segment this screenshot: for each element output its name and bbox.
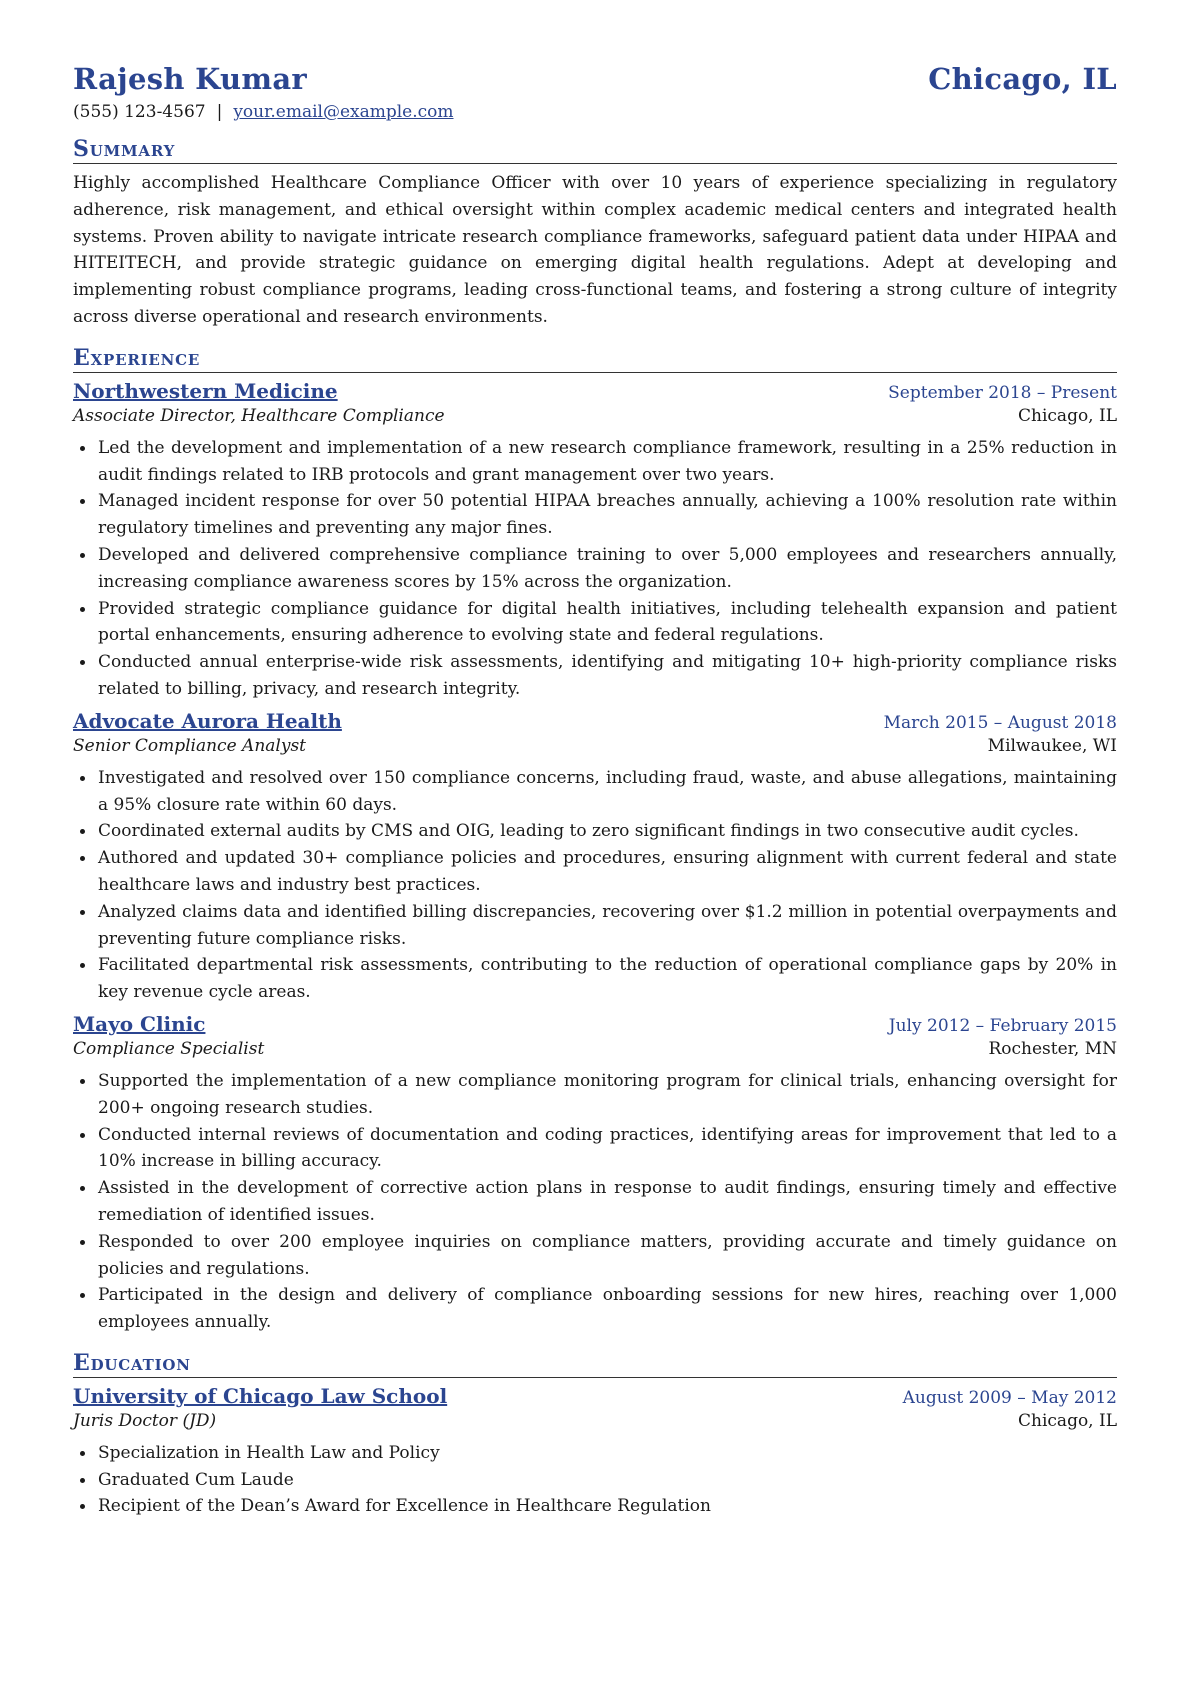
entry-location: Chicago, IL bbox=[1018, 1410, 1117, 1431]
candidate-name: Rajesh Kumar bbox=[73, 62, 308, 96]
bullet-item: Provided strategic compliance guidance for digital health initiatives, including telehealth expansion and patient portal enhancements, ensuring adherence to evolving state and federal regulations. bbox=[98, 596, 1117, 650]
education-section-title: Education bbox=[73, 1350, 1117, 1378]
entry-role: Senior Compliance Analyst bbox=[73, 735, 307, 756]
entry-location: Milwaukee, WI bbox=[987, 735, 1117, 756]
bullet-item: Coordinated external audits by CMS and OIG, leading to zero significant findings in two consecutive audit cycles. bbox=[98, 818, 1117, 845]
entry-dates: July 2012 – February 2015 bbox=[888, 1015, 1117, 1036]
bullet-item: Assisted in the development of corrective action plans in response to audit findings, ensuring timely and effective remediation of identified issues. bbox=[98, 1175, 1117, 1229]
bullet-item: Responded to over 200 employee inquiries on compliance matters, providing accurate and timely guidance on policies and regulations. bbox=[98, 1229, 1117, 1283]
contact-separator: | bbox=[216, 102, 223, 122]
entry-subheader-row bbox=[73, 1411, 1117, 1431]
bullet-item: Facilitated departmental risk assessments, contributing to the reduction of operational compliance gaps by 20% in key revenue cycle areas. bbox=[98, 952, 1117, 1006]
contact-line bbox=[73, 102, 1117, 122]
entry-header-row bbox=[73, 709, 1117, 733]
organization-link[interactable]: Advocate Aurora Health bbox=[73, 708, 342, 733]
bullet-item: Conducted internal reviews of documentation and coding practices, identifying areas for improvement that led to a 10% increase in billing accuracy. bbox=[98, 1122, 1117, 1176]
bullet-item: Developed and delivered comprehensive compliance training to over 5,000 employees and researchers annually, increasing compliance awareness scores by 15% across the organization. bbox=[98, 542, 1117, 596]
bullet-item: Investigated and resolved over 150 compliance concerns, including fraud, waste, and abuse allegations, maintaining a 95% closure rate within 60 days. bbox=[98, 765, 1117, 819]
summary-text: Highly accomplished Healthcare Compliance Officer with over 10 years of experience specializing in regulatory adherence, risk management, and ethical oversight within complex academic medical centers and integrated health systems. Proven ability to navigate intricate research compliance frameworks, safeguard patient data under HIPAA and HITEITECH, and provide strategic guidance on emerging digital health regulations. Adept at developing and implementing robust compliance programs, leading cross-functional teams, and fostering a strong culture of integrity across diverse operational and research environments. bbox=[73, 173, 1117, 327]
entry-subheader-row bbox=[73, 1039, 1117, 1059]
entry-header-row bbox=[73, 1012, 1117, 1036]
bullet-list bbox=[73, 765, 1117, 1006]
education-list bbox=[73, 1384, 1117, 1520]
entry-location: Rochester, MN bbox=[988, 1038, 1117, 1059]
entry-header-row bbox=[73, 379, 1117, 403]
phone-number: (555) 123-4567 bbox=[73, 102, 206, 122]
entry-subheader-row bbox=[73, 736, 1117, 756]
entry bbox=[73, 709, 1117, 1006]
entry-role: Associate Director, Healthcare Compliance bbox=[73, 405, 445, 426]
bullet-item: Analyzed claims data and identified billing discrepancies, recovering over $1.2 million in potential overpayments and preventing future compliance risks. bbox=[98, 899, 1117, 953]
bullet-item: Led the development and implementation of a new research compliance framework, resulting in a 25% reduction in audit findings related to IRB protocols and grant management over two years. bbox=[98, 435, 1117, 489]
organization-link[interactable]: Northwestern Medicine bbox=[73, 378, 338, 403]
organization-link[interactable]: University of Chicago Law School bbox=[73, 1383, 448, 1408]
entry-dates: March 2015 – August 2018 bbox=[883, 712, 1117, 733]
entry-role: Compliance Specialist bbox=[73, 1038, 265, 1059]
bullet-list bbox=[73, 1440, 1117, 1520]
experience-list bbox=[73, 379, 1117, 1336]
entry-location: Chicago, IL bbox=[1018, 405, 1117, 426]
entry-role: Juris Doctor (JD) bbox=[73, 1410, 217, 1431]
entry-dates: September 2018 – Present bbox=[888, 382, 1117, 403]
bullet-list bbox=[73, 435, 1117, 703]
entry-header-row bbox=[73, 1384, 1117, 1408]
summary-section-title: Summary bbox=[73, 136, 1117, 164]
bullet-item: Supported the implementation of a new compliance monitoring program for clinical trials, enhancing oversight for 200+ ongoing research studies. bbox=[98, 1068, 1117, 1122]
bullet-item: Authored and updated 30+ compliance policies and procedures, ensuring alignment with current federal and state healthcare laws and industry best practices. bbox=[98, 845, 1117, 899]
resume-header bbox=[73, 62, 1117, 96]
entry-dates: August 2009 – May 2012 bbox=[902, 1387, 1117, 1408]
entry bbox=[73, 1012, 1117, 1336]
bullet-item: Managed incident response for over 50 potential HIPAA breaches annually, achieving a 100% resolution rate within regulatory timelines and preventing any major fines. bbox=[98, 488, 1117, 542]
bullet-item: Specialization in Health Law and Policy bbox=[98, 1440, 1117, 1467]
experience-section-title: Experience bbox=[73, 345, 1117, 373]
bullet-item: Conducted annual enterprise-wide risk assessments, identifying and mitigating 10+ high-priority compliance risks related to billing, privacy, and research integrity. bbox=[98, 649, 1117, 703]
bullet-list bbox=[73, 1068, 1117, 1336]
organization-link[interactable]: Mayo Clinic bbox=[73, 1011, 206, 1036]
bullet-item: Graduated Cum Laude bbox=[98, 1467, 1117, 1494]
email-link[interactable]: your.email@example.com bbox=[233, 102, 454, 122]
entry bbox=[73, 1384, 1117, 1520]
bullet-item: Recipient of the Dean’s Award for Excellence in Healthcare Regulation bbox=[98, 1493, 1117, 1520]
entry-subheader-row bbox=[73, 406, 1117, 426]
entry bbox=[73, 379, 1117, 703]
bullet-item: Participated in the design and delivery of compliance onboarding sessions for new hires, reaching over 1,000 employees annually. bbox=[98, 1282, 1117, 1336]
candidate-location: Chicago, IL bbox=[928, 62, 1117, 96]
